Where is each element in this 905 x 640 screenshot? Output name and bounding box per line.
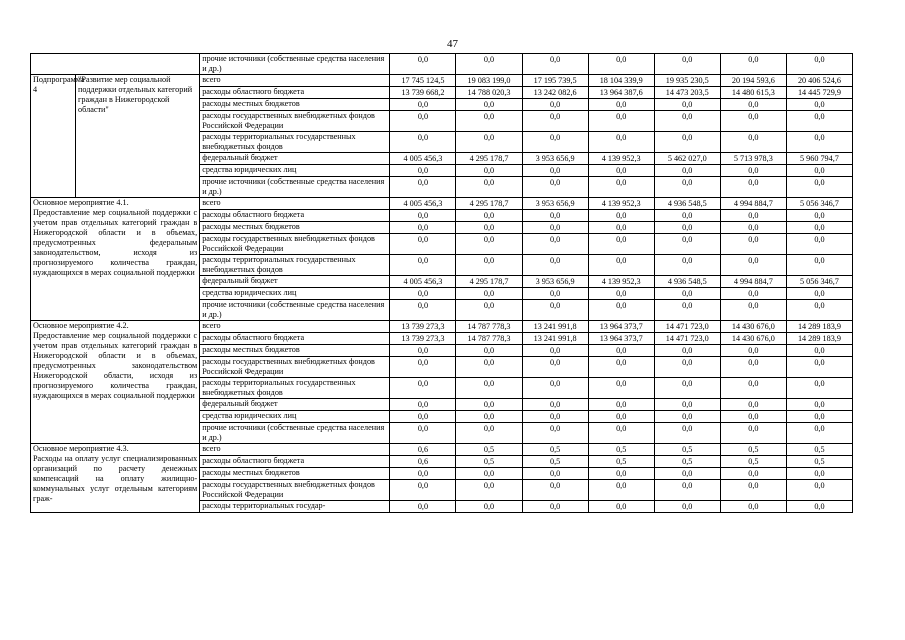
funding-source: расходы государственных внебюджетных фондов Российской Федерации — [200, 357, 390, 378]
value-cell: 0,0 — [390, 132, 456, 153]
value-cell: 0,0 — [720, 357, 786, 378]
value-cell: 0,0 — [390, 255, 456, 276]
value-cell: 4 005 456,3 — [390, 153, 456, 165]
value-cell: 0,0 — [456, 54, 522, 75]
funding-source: расходы государственных внебюджетных фондов Российской Федерации — [200, 111, 390, 132]
subprogram-label: Подпрограмма 4 — [31, 75, 76, 198]
value-cell: 0,0 — [654, 288, 720, 300]
value-cell: 0,5 — [786, 444, 852, 456]
value-cell: 0,0 — [720, 480, 786, 501]
value-cell: 0,0 — [588, 99, 654, 111]
value-cell: 0,0 — [720, 99, 786, 111]
page-number: 47 — [447, 38, 458, 50]
value-cell: 0,0 — [522, 54, 588, 75]
value-cell: 4 994 884,7 — [720, 198, 786, 210]
value-cell: 5 056 346,7 — [786, 276, 852, 288]
value-cell: 0,5 — [588, 456, 654, 468]
funding-source: прочие источники (собственные средства населения и др.) — [200, 300, 390, 321]
measure-description: Расходы на оплату услуг специализированных организаций по расчету денежных компенсаций на оплату жилищно-коммунальных услуг отдельным категориям граж- — [33, 454, 198, 503]
value-cell: 0,0 — [588, 357, 654, 378]
value-cell: 0,0 — [390, 177, 456, 198]
value-cell: 19 935 230,5 — [654, 75, 720, 87]
value-cell: 0,0 — [786, 99, 852, 111]
value-cell: 0,0 — [456, 177, 522, 198]
value-cell: 0,0 — [522, 501, 588, 513]
value-cell: 0,5 — [522, 456, 588, 468]
value-cell: 0,0 — [456, 288, 522, 300]
measure-cell — [31, 444, 200, 513]
value-cell: 0,0 — [786, 111, 852, 132]
value-cell: 0,0 — [522, 99, 588, 111]
value-cell: 0,0 — [720, 468, 786, 480]
funding-source: всего — [200, 444, 390, 456]
value-cell: 0,0 — [390, 345, 456, 357]
value-cell: 0,0 — [786, 300, 852, 321]
value-cell: 0,0 — [786, 132, 852, 153]
value-cell: 20 406 524,6 — [786, 75, 852, 87]
value-cell: 0,0 — [588, 288, 654, 300]
funding-source: федеральный бюджет — [200, 399, 390, 411]
value-cell: 0,5 — [456, 444, 522, 456]
value-cell: 0,0 — [588, 111, 654, 132]
value-cell: 14 289 183,9 — [786, 321, 852, 333]
value-cell: 13 964 387,6 — [588, 87, 654, 99]
value-cell: 0,0 — [654, 501, 720, 513]
value-cell: 0,0 — [456, 234, 522, 255]
value-cell: 0,0 — [654, 222, 720, 234]
funding-source: средства юридических лиц — [200, 288, 390, 300]
value-cell: 0,0 — [456, 468, 522, 480]
funding-source: расходы местных бюджетов — [200, 468, 390, 480]
value-cell: 0,0 — [456, 411, 522, 423]
funding-source: всего — [200, 75, 390, 87]
value-cell: 14 473 203,5 — [654, 87, 720, 99]
value-cell: 14 430 676,0 — [720, 333, 786, 345]
funding-source: федеральный бюджет — [200, 276, 390, 288]
funding-source: всего — [200, 321, 390, 333]
value-cell: 0,0 — [588, 255, 654, 276]
value-cell: 0,0 — [588, 165, 654, 177]
value-cell: 0,5 — [720, 444, 786, 456]
value-cell: 0,0 — [390, 234, 456, 255]
value-cell: 0,0 — [720, 54, 786, 75]
value-cell: 0,0 — [654, 357, 720, 378]
value-cell: 0,0 — [720, 411, 786, 423]
value-cell: 0,0 — [588, 399, 654, 411]
value-cell: 0,0 — [390, 288, 456, 300]
value-cell: 0,0 — [522, 177, 588, 198]
value-cell: 0,0 — [786, 399, 852, 411]
value-cell: 0,0 — [390, 411, 456, 423]
value-cell: 4 139 952,3 — [588, 198, 654, 210]
value-cell: 20 194 593,6 — [720, 75, 786, 87]
value-cell: 4 005 456,3 — [390, 198, 456, 210]
value-cell: 4 139 952,3 — [588, 153, 654, 165]
value-cell: 0,0 — [588, 345, 654, 357]
value-cell: 0,0 — [390, 54, 456, 75]
measure-title: Основное мероприятие 4.1. — [33, 198, 129, 207]
value-cell: 0,5 — [588, 444, 654, 456]
measure-title: Основное мероприятие 4.3. — [33, 444, 129, 453]
value-cell: 0,0 — [456, 480, 522, 501]
value-cell: 13 964 373,7 — [588, 333, 654, 345]
value-cell: 0,0 — [654, 411, 720, 423]
value-cell: 0,0 — [720, 132, 786, 153]
value-cell: 0,0 — [720, 165, 786, 177]
value-cell: 0,0 — [654, 234, 720, 255]
value-cell: 0,0 — [720, 288, 786, 300]
value-cell: 5 713 978,3 — [720, 153, 786, 165]
value-cell: 0,5 — [654, 456, 720, 468]
table-row — [31, 54, 853, 75]
value-cell: 0,0 — [522, 411, 588, 423]
funding-source: расходы местных бюджетов — [200, 345, 390, 357]
funding-source: расходы областного бюджета — [200, 210, 390, 222]
value-cell: 0,0 — [456, 132, 522, 153]
value-cell: 0,0 — [786, 234, 852, 255]
value-cell: 0,0 — [522, 234, 588, 255]
value-cell: 0,0 — [456, 501, 522, 513]
value-cell: 0,0 — [522, 468, 588, 480]
value-cell: 0,0 — [786, 54, 852, 75]
funding-source: расходы государственных внебюджетных фондов Российской Федерации — [200, 234, 390, 255]
value-cell: 0,0 — [720, 345, 786, 357]
value-cell: 0,0 — [720, 111, 786, 132]
value-cell: 0,0 — [390, 111, 456, 132]
value-cell: 18 104 339,9 — [588, 75, 654, 87]
funding-source: расходы территориальных государственных внебюджетных фондов — [200, 132, 390, 153]
value-cell: 0,0 — [786, 165, 852, 177]
value-cell: 0,0 — [522, 165, 588, 177]
value-cell: 0,0 — [720, 255, 786, 276]
value-cell: 0,0 — [588, 210, 654, 222]
value-cell: 13 964 373,7 — [588, 321, 654, 333]
value-cell: 0,0 — [456, 300, 522, 321]
value-cell: 0,0 — [654, 210, 720, 222]
value-cell: 14 471 723,0 — [654, 333, 720, 345]
funding-source: расходы областного бюджета — [200, 333, 390, 345]
measure-description: Предоставление мер социальной поддержки с учетом прав отдельных категорий граждан в Нижегородской области и в объемах, предусмотренных федеральным законодательством, исходя из прогнозируемого количества граждан, нуждающихся в мерах социальной поддержки — [33, 208, 198, 277]
value-cell: 0,0 — [786, 411, 852, 423]
value-cell: 0,0 — [522, 345, 588, 357]
value-cell: 0,0 — [522, 480, 588, 501]
value-cell: 0,0 — [390, 99, 456, 111]
value-cell: 0,0 — [654, 378, 720, 399]
measure-title: Основное мероприятие 4.2. — [33, 321, 129, 330]
value-cell: 4 936 548,5 — [654, 198, 720, 210]
value-cell: 0,0 — [654, 177, 720, 198]
value-cell: 14 445 729,9 — [786, 87, 852, 99]
value-cell: 0,0 — [654, 255, 720, 276]
funding-source: расходы территориальных государственных внебюджетных фондов — [200, 255, 390, 276]
value-cell: 0,0 — [720, 501, 786, 513]
value-cell: 0,0 — [390, 399, 456, 411]
value-cell: 0,0 — [654, 399, 720, 411]
value-cell: 0,6 — [390, 456, 456, 468]
value-cell: 14 289 183,9 — [786, 333, 852, 345]
value-cell: 0,0 — [654, 468, 720, 480]
value-cell: 0,0 — [654, 423, 720, 444]
value-cell: 0,0 — [456, 423, 522, 444]
value-cell: 0,0 — [390, 357, 456, 378]
value-cell: 0,0 — [588, 468, 654, 480]
value-cell: 0,0 — [720, 177, 786, 198]
value-cell: 0,0 — [720, 222, 786, 234]
value-cell: 14 430 676,0 — [720, 321, 786, 333]
value-cell: 0,0 — [588, 378, 654, 399]
value-cell: 17 745 124,5 — [390, 75, 456, 87]
funding-source: расходы государственных внебюджетных фондов Российской Федерации — [200, 480, 390, 501]
value-cell: 4 139 952,3 — [588, 276, 654, 288]
value-cell: 0,0 — [456, 111, 522, 132]
value-cell: 0,0 — [786, 480, 852, 501]
value-cell: 0,0 — [390, 501, 456, 513]
value-cell: 0,0 — [588, 501, 654, 513]
value-cell: 3 953 656,9 — [522, 153, 588, 165]
value-cell: 0,0 — [456, 222, 522, 234]
value-cell: 0,0 — [390, 300, 456, 321]
value-cell: 0,0 — [654, 345, 720, 357]
value-cell: 0,0 — [720, 300, 786, 321]
funding-source: федеральный бюджет — [200, 153, 390, 165]
value-cell: 0,0 — [654, 111, 720, 132]
value-cell: 0,0 — [456, 378, 522, 399]
value-cell: 0,0 — [720, 378, 786, 399]
funding-source: расходы местных бюджетов — [200, 99, 390, 111]
value-cell: 0,5 — [456, 456, 522, 468]
value-cell: 0,0 — [786, 255, 852, 276]
funding-source: расходы местных бюджетов — [200, 222, 390, 234]
value-cell: 0,0 — [588, 177, 654, 198]
funding-source: расходы областного бюджета — [200, 87, 390, 99]
value-cell: 0,0 — [522, 423, 588, 444]
value-cell: 0,0 — [786, 357, 852, 378]
subprogram-title: "Развитие мер социальной поддержки отдельных категорий граждан в Нижегородской области" — [76, 75, 200, 198]
value-cell: 4 994 884,7 — [720, 276, 786, 288]
value-cell: 0,0 — [390, 480, 456, 501]
value-cell: 0,0 — [390, 423, 456, 444]
value-cell: 14 787 778,3 — [456, 333, 522, 345]
value-cell: 13 241 991,8 — [522, 333, 588, 345]
funding-source: расходы территориальных государ- — [200, 501, 390, 513]
value-cell: 0,0 — [390, 210, 456, 222]
value-cell: 0,5 — [720, 456, 786, 468]
value-cell: 0,0 — [522, 399, 588, 411]
value-cell: 5 462 027,0 — [654, 153, 720, 165]
value-cell: 0,0 — [786, 210, 852, 222]
table-row — [31, 75, 853, 87]
value-cell: 19 083 199,0 — [456, 75, 522, 87]
value-cell: 13 739 668,2 — [390, 87, 456, 99]
value-cell: 0,0 — [654, 300, 720, 321]
value-cell: 0,0 — [588, 480, 654, 501]
value-cell: 0,0 — [588, 423, 654, 444]
funding-source: всего — [200, 198, 390, 210]
value-cell: 0,0 — [522, 222, 588, 234]
measure-description: Предоставление мер социальной поддержки с учетом прав отдельных категорий граждан в Нижегородской области и в объемах, предусмотренных законодательством Нижегородской области, исходя из прогнозируемого количества граждан, нуждающихся в мерах социальной поддержки — [33, 331, 198, 400]
value-cell: 0,0 — [654, 99, 720, 111]
value-cell: 0,0 — [456, 255, 522, 276]
value-cell: 14 788 020,3 — [456, 87, 522, 99]
value-cell: 4 295 178,7 — [456, 153, 522, 165]
value-cell: 0,0 — [786, 288, 852, 300]
value-cell: 0,0 — [456, 357, 522, 378]
value-cell: 14 471 723,0 — [654, 321, 720, 333]
value-cell: 0,0 — [786, 501, 852, 513]
budget-table — [30, 53, 853, 513]
value-cell: 13 242 082,6 — [522, 87, 588, 99]
value-cell: 4 295 178,7 — [456, 276, 522, 288]
value-cell: 0,0 — [720, 399, 786, 411]
value-cell: 0,0 — [390, 468, 456, 480]
value-cell: 0,0 — [522, 378, 588, 399]
value-cell: 5 056 346,7 — [786, 198, 852, 210]
funding-source: прочие источники (собственные средства населения и др.) — [200, 54, 390, 75]
value-cell: 0,0 — [720, 210, 786, 222]
value-cell: 0,0 — [588, 234, 654, 255]
value-cell: 0,5 — [786, 456, 852, 468]
value-cell: 14 480 615,3 — [720, 87, 786, 99]
funding-source: расходы областного бюджета — [200, 456, 390, 468]
value-cell: 0,0 — [456, 210, 522, 222]
value-cell: 0,0 — [654, 480, 720, 501]
value-cell: 0,0 — [588, 222, 654, 234]
value-cell: 0,5 — [522, 444, 588, 456]
funding-source: средства юридических лиц — [200, 411, 390, 423]
table-row — [31, 444, 853, 456]
value-cell: 13 739 273,3 — [390, 321, 456, 333]
value-cell: 0,0 — [720, 234, 786, 255]
value-cell: 4 936 548,5 — [654, 276, 720, 288]
value-cell: 0,0 — [588, 132, 654, 153]
value-cell: 0,0 — [654, 165, 720, 177]
value-cell: 0,0 — [456, 165, 522, 177]
value-cell: 0,0 — [522, 357, 588, 378]
value-cell: 13 241 991,8 — [522, 321, 588, 333]
value-cell: 0,0 — [456, 399, 522, 411]
funding-source: прочие источники (собственные средства населения и др.) — [200, 177, 390, 198]
value-cell: 0,0 — [588, 300, 654, 321]
value-cell: 0,0 — [390, 222, 456, 234]
value-cell: 0,0 — [786, 345, 852, 357]
value-cell: 0,0 — [588, 54, 654, 75]
value-cell: 0,0 — [522, 111, 588, 132]
value-cell: 5 960 794,7 — [786, 153, 852, 165]
funding-source: прочие источники (собственные средства населения и др.) — [200, 423, 390, 444]
value-cell: 4 295 178,7 — [456, 198, 522, 210]
value-cell: 0,0 — [390, 378, 456, 399]
value-cell: 0,0 — [654, 132, 720, 153]
continuation-cell — [31, 54, 200, 75]
value-cell: 3 953 656,9 — [522, 198, 588, 210]
value-cell: 0,0 — [786, 177, 852, 198]
value-cell: 0,0 — [522, 132, 588, 153]
value-cell: 0,0 — [456, 99, 522, 111]
value-cell: 13 739 273,3 — [390, 333, 456, 345]
value-cell: 0,0 — [390, 165, 456, 177]
table-row — [31, 198, 853, 210]
value-cell: 0,0 — [786, 378, 852, 399]
funding-source: расходы территориальных государственных внебюджетных фондов — [200, 378, 390, 399]
value-cell: 17 195 739,5 — [522, 75, 588, 87]
value-cell: 0,0 — [654, 54, 720, 75]
value-cell: 0,5 — [654, 444, 720, 456]
funding-source: средства юридических лиц — [200, 165, 390, 177]
value-cell: 0,0 — [786, 423, 852, 444]
value-cell: 0,0 — [522, 255, 588, 276]
value-cell: 14 787 778,3 — [456, 321, 522, 333]
value-cell: 3 953 656,9 — [522, 276, 588, 288]
value-cell: 0,0 — [522, 210, 588, 222]
value-cell: 0,0 — [588, 411, 654, 423]
table-row — [31, 321, 853, 333]
value-cell: 0,0 — [522, 288, 588, 300]
value-cell: 0,6 — [390, 444, 456, 456]
value-cell: 0,0 — [786, 222, 852, 234]
value-cell: 0,0 — [720, 423, 786, 444]
measure-cell — [31, 321, 200, 444]
value-cell: 0,0 — [522, 300, 588, 321]
value-cell: 4 005 456,3 — [390, 276, 456, 288]
value-cell: 0,0 — [456, 345, 522, 357]
measure-cell — [31, 198, 200, 321]
value-cell: 0,0 — [786, 468, 852, 480]
